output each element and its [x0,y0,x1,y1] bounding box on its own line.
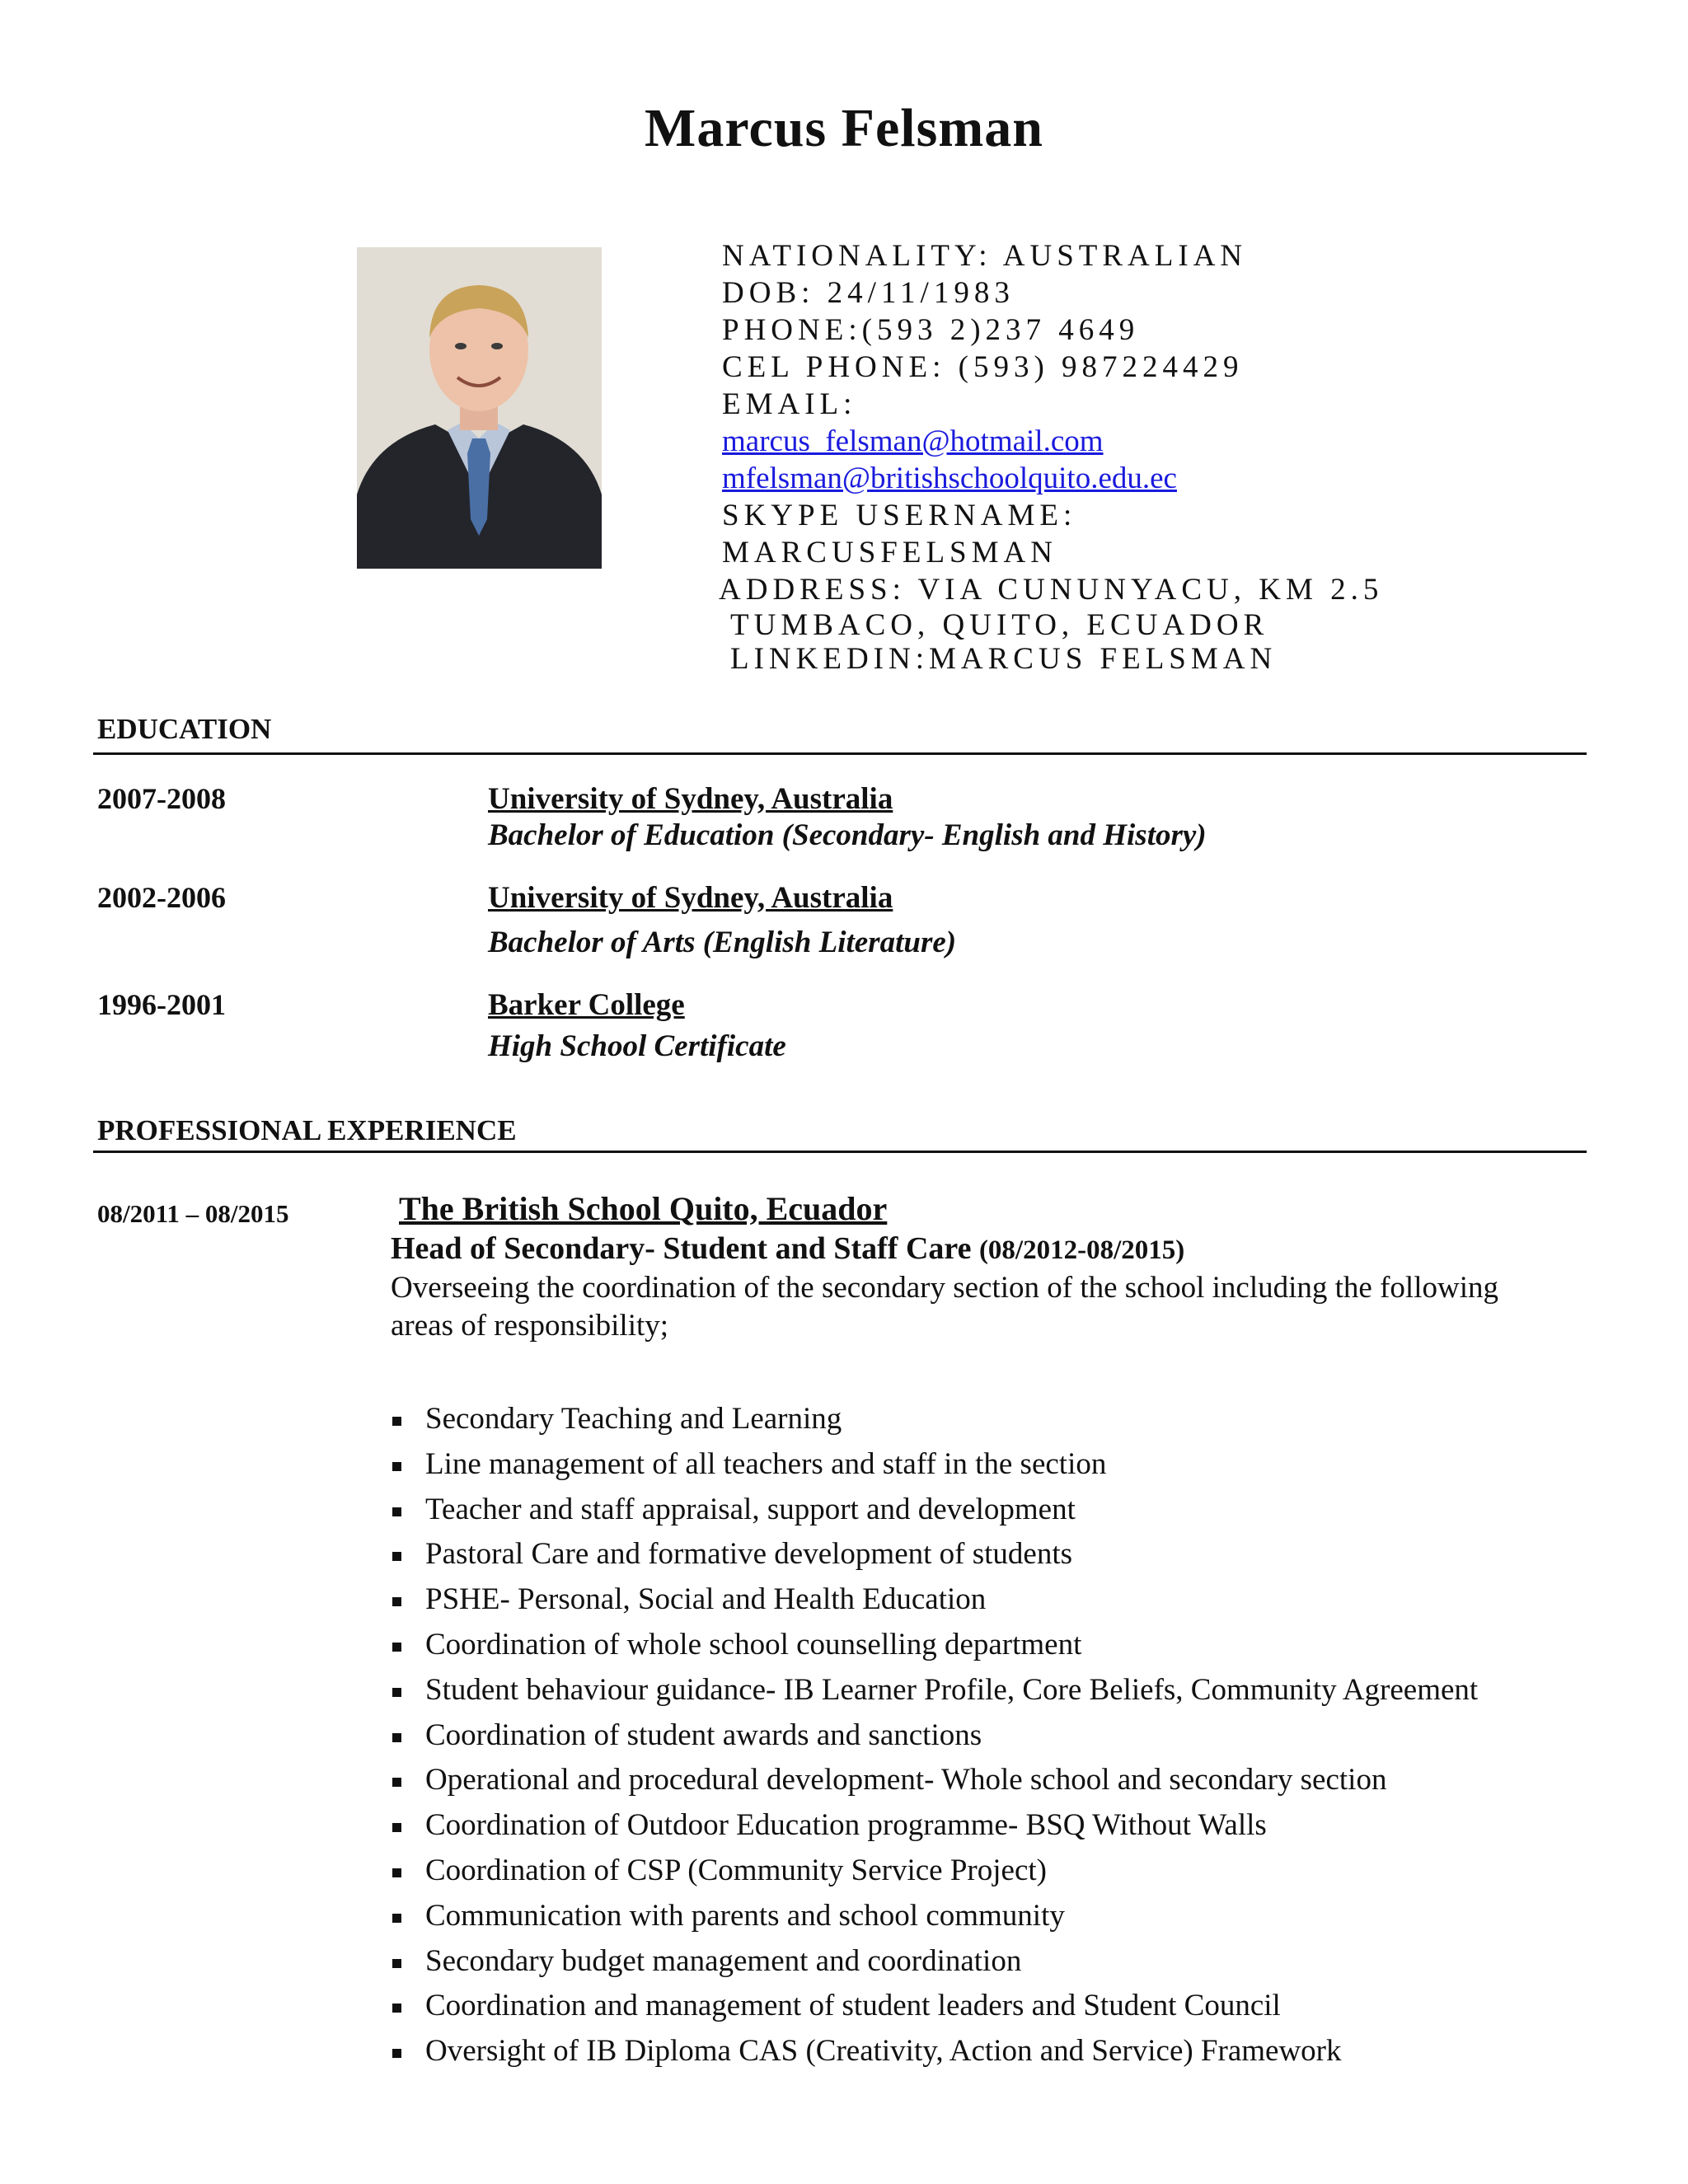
list-item: Coordination of student awards and sanctions [387,1713,1478,1759]
cel-phone: CEL PHONE: (593) 987224429 [722,350,1244,384]
phone: PHONE:(593 2)237 4649 [722,313,1140,347]
bullet-square-icon [392,1462,401,1471]
list-item: Student behaviour guidance- IB Learner Profile, Core Beliefs, Community Agreement [387,1668,1478,1713]
job-role-dates: (08/2012-08/2015) [978,1235,1185,1265]
list-item: Secondary Teaching and Learning [387,1397,1478,1442]
address-line-1: ADDRESS: VIA CUNUNYACU, KM 2.5 [719,573,1384,607]
skype-label: SKYPE USERNAME: [722,499,1077,532]
list-item: Coordination of CSP (Community Service Project) [387,1849,1478,1894]
portrait-photo-icon [357,247,602,569]
candidate-name: Marcus Felsman [645,98,1043,158]
linkedin: LINKEDIN:MARCUS FELSMAN [730,642,1278,676]
list-item: Teacher and staff appraisal, support and development [387,1488,1478,1533]
list-item: Communication with parents and school community [387,1894,1478,1939]
education-institution: University of Sydney, Australia [488,782,893,816]
date-of-birth: DOB: 24/11/1983 [722,276,1015,310]
list-item: Coordination and management of student leaders and Student Council [387,1984,1478,2029]
email-label: EMAIL: [722,387,857,421]
job-role [391,1230,1184,1267]
education-heading: EDUCATION [97,713,272,745]
responsibilities-list [387,1397,1478,2074]
list-item: Operational and procedural development- Whole school and secondary section [387,1758,1478,1803]
bullet-square-icon [392,1417,401,1426]
bullet-square-icon [392,1823,401,1832]
bullet-square-icon [392,1597,401,1606]
list-item: PSHE- Personal, Social and Health Education [387,1577,1478,1623]
bullet-square-icon [392,1778,401,1787]
education-degree: High School Certificate [488,1029,786,1063]
education-dates: 1996-2001 [97,988,226,1021]
bullet-square-icon [392,2049,401,2058]
job-dates: 08/2011 – 08/2015 [97,1199,289,1228]
nationality: NATIONALITY: AUSTRALIAN [722,239,1248,273]
list-item: Coordination of whole school counselling department [387,1623,1478,1668]
education-dates: 2002-2006 [97,881,226,914]
education-dates: 2007-2008 [97,782,226,815]
job-description: Overseeing the coordination of the secondary section of the school including the following areas of responsibility; [391,1271,1498,1343]
education-divider [93,752,1587,755]
skype-username: MARCUSFELSMAN [722,536,1057,569]
experience-heading: PROFESSIONAL EXPERIENCE [97,1114,517,1146]
education-degree: Bachelor of Arts (English Literature) [488,926,957,959]
experience-divider [93,1151,1587,1153]
bullet-square-icon [392,1507,401,1516]
bullet-square-icon [392,1868,401,1877]
list-item: Oversight of IB Diploma CAS (Creativity, Action and Service) Framework [387,2029,1478,2074]
bullet-square-icon [392,2004,401,2013]
list-item: Secondary budget management and coordination [387,1939,1478,1985]
job-role-title: Head of Secondary- Student and Staff Care [391,1231,972,1266]
education-institution: University of Sydney, Australia [488,881,893,915]
education-institution: Barker College [488,988,685,1022]
bullet-square-icon [392,1552,401,1561]
email-link-school[interactable]: mfelsman@britishschoolquito.edu.ec [722,462,1177,495]
education-degree: Bachelor of Education (Secondary- English and History) [488,818,1207,852]
bullet-square-icon [392,1688,401,1697]
bullet-square-icon [392,1959,401,1968]
list-item: Line management of all teachers and staff in the section [387,1442,1478,1488]
list-item: Coordination of Outdoor Education programme- BSQ Without Walls [387,1803,1478,1849]
contact-details [719,237,1629,676]
email-link-hotmail[interactable]: marcus_felsman@hotmail.com [722,424,1104,458]
bullet-square-icon [392,1914,401,1923]
bullet-square-icon [392,1643,401,1652]
address-line-2: TUMBACO, QUITO, ECUADOR [730,608,1269,642]
list-item: Pastoral Care and formative development of students [387,1532,1478,1577]
job-organization: The British School Quito, Ecuador [399,1190,888,1227]
bullet-square-icon [392,1733,401,1742]
